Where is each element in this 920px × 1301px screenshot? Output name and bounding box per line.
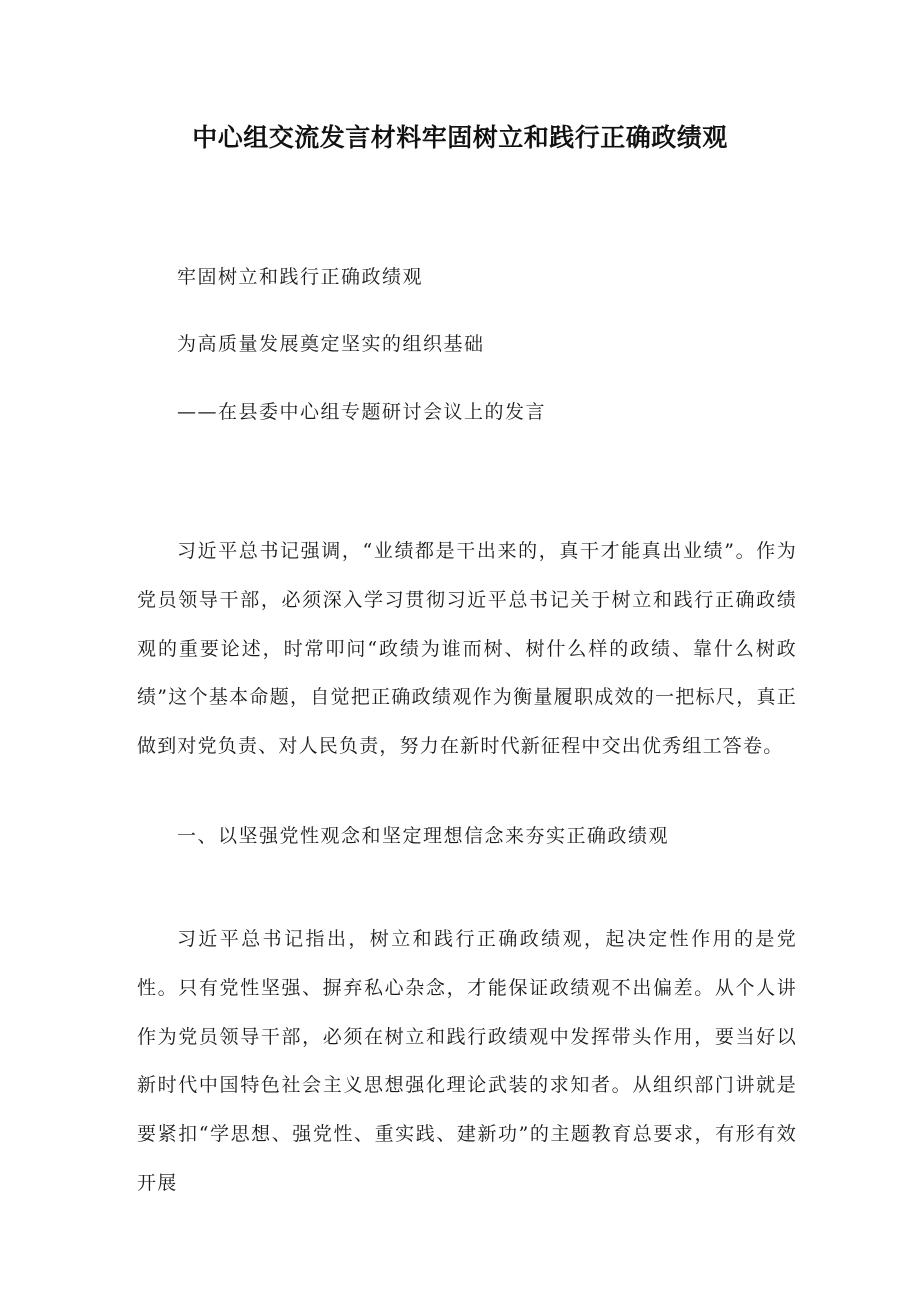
paragraph-intro: 习近平总书记强调，“业绩都是干出来的，真干才能真出业绩”。作为党员领导干部，必须深入学习贯彻习近平总书记关于树立和践行正确政绩观的重要论述，时常叩问“政绩为谁而树、树什么样的政绩、靠什么树政绩”这个基本命题，自觉把正确政绩观作为衡量履职成效的一把标尺，真正做到对党负责、对人民负责，努力在新时代新征程中交出优秀组工答卷。 — [137, 540, 797, 758]
subtitle-secondary: 为高质量发展奠定坚实的组织基础 — [177, 333, 485, 355]
document-title: 中心组交流发言材料牢固树立和践行正确政绩观 — [192, 123, 728, 152]
paragraph-section-1: 习近平总书记指出，树立和践行正确政绩观，起决定性作用的是党性。只有党性坚强、摒弃私心杂念，才能保证政绩观不出偏差。从个人讲作为党员领导干部，必须在树立和践行政绩观中发挥带头作用，要当好以新时代中国特色社会主义思想强化理论武装的求知者。从组织部门讲就是要紧扣“学思想、强党性、重实践、建新功”的主题教育总要求，有形有效开展 — [137, 928, 797, 1194]
subtitle-occasion: ——在县委中心组专题研讨会议上的发言 — [177, 401, 547, 423]
section-heading-1: 一、以坚强党性观念和坚定理想信念来夯实正确政绩观 — [177, 825, 670, 847]
subtitle-main: 牢固树立和践行正确政绩观 — [177, 266, 424, 288]
